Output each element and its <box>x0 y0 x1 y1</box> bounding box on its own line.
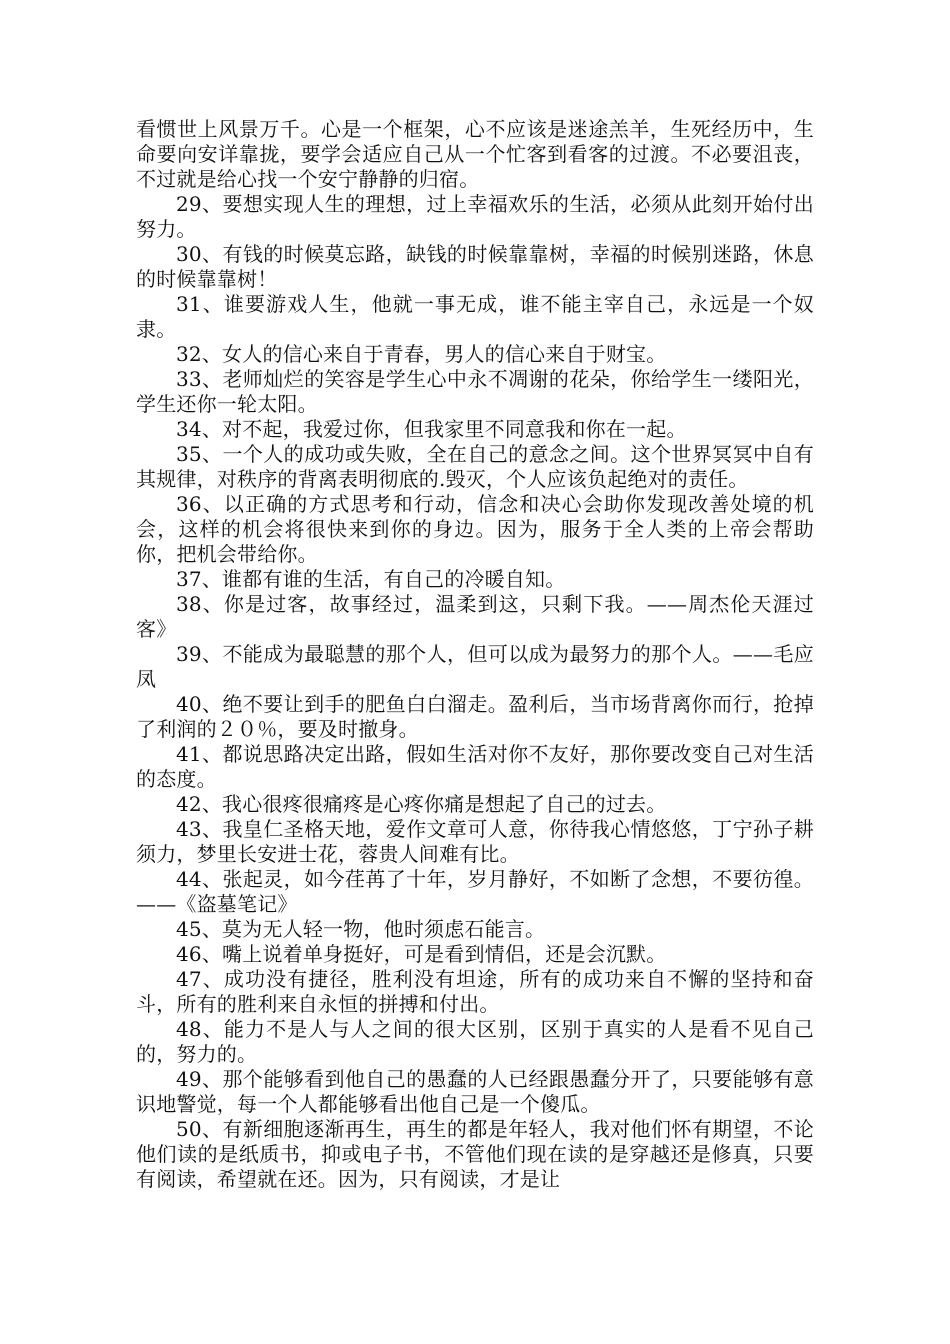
paragraph-continued: 看惯世上风景万千。心是一个框架，心不应该是迷途羔羊，生死经历中，生命要向安详靠拢，要学会适应自己从一个忙客到看客的过渡。不必要沮丧，不过就是给心找一个安宁静静的归宿。 <box>136 117 814 191</box>
paragraph-29: 29、要想实现人生的理想，过上幸福欢乐的生活，必须从此刻开始付出努力。 <box>136 192 814 241</box>
paragraph-41: 41、都说思路决定出路，假如生活对你不友好，那你要改变自己对生活的态度。 <box>136 742 814 791</box>
paragraph-39: 39、不能成为最聪慧的那个人，但可以成为最努力的那个人。——毛应凤 <box>136 642 814 691</box>
paragraph-31: 31、谁要游戏人生，他就一事无成，谁不能主宰自己，永远是一个奴隶。 <box>136 292 814 341</box>
paragraph-33: 33、老师灿烂的笑容是学生心中永不凋谢的花朵，你给学生一缕阳光，学生还你一轮太阳。 <box>136 367 814 416</box>
paragraph-46: 46、嘴上说着单身挺好，可是看到情侣，还是会沉默。 <box>176 942 667 966</box>
paragraph-48: 48、能力不是人与人之间的很大区别，区别于真实的人是看不见自己的，努力的。 <box>136 1017 814 1066</box>
paragraph-30: 30、有钱的时候莫忘路，缺钱的时候靠靠树，幸福的时候别迷路，休息的时候靠靠树！ <box>136 242 814 291</box>
paragraph-37: 37、谁都有谁的生活，有自己的冷暖自知。 <box>176 567 566 591</box>
paragraph-45: 45、莫为无人轻一物，他时须虑石能言。 <box>176 917 546 941</box>
paragraph-44: 44、张起灵，如今荏苒了十年，岁月静好，不如断了念想，不要彷徨。——《盗墓笔记》 <box>136 867 814 916</box>
paragraph-50: 50、有新细胞逐渐再生，再生的都是年轻人，我对他们怀有期望，不论他们读的是纸质书，抑或电子书，不管他们现在读的是穿越还是修真，只要有阅读，希望就在还。因为，只有阅读，才是让 <box>136 1117 814 1191</box>
paragraph-47: 47、成功没有捷径，胜利没有坦途，所有的成功来自不懈的坚持和奋斗，所有的胜利来自永恒的拼搏和付出。 <box>136 967 814 1016</box>
paragraph-49: 49、那个能够看到他自己的愚蠢的人已经跟愚蠢分开了，只要能够有意识地警觉，每一个人都能够看出他自己是一个傻瓜。 <box>136 1067 814 1116</box>
paragraph-42: 42、我心很疼很痛疼是心疼你痛是想起了自己的过去。 <box>176 792 667 816</box>
paragraph-34: 34、对不起，我爱过你，但我家里不同意我和你在一起。 <box>176 417 687 441</box>
paragraph-38: 38、你是过客，故事经过，温柔到这，只剩下我。——周杰伦天涯过客》 <box>136 592 814 641</box>
paragraph-40: 40、绝不要让到手的肥鱼白白溜走。盈利后，当市场背离你而行，抢掉了利润的２０％，要及时撤身。 <box>136 692 814 741</box>
paragraph-32: 32、女人的信心来自于青春，男人的信心来自于财宝。 <box>176 342 667 366</box>
document-page <box>136 117 814 1192</box>
paragraph-36: 36、以正确的方式思考和行动，信念和决心会助你发现改善处境的机会，这样的机会将很快来到你的身边。因为，服务于全人类的上帝会帮助你，把机会带给你。 <box>136 492 814 566</box>
paragraph-35: 35、一个人的成功或失败，全在自己的意念之间。这个世界冥冥中自有其规律，对秩序的背离表明彻底的.毁灭，个人应该负起绝对的责任。 <box>136 442 814 491</box>
paragraph-43: 43、我皇仁圣格天地，爱作文章可人意，你待我心情悠悠，丁宁孙子耕须力，梦里长安进士花，蓉贵人间难有比。 <box>136 817 814 866</box>
